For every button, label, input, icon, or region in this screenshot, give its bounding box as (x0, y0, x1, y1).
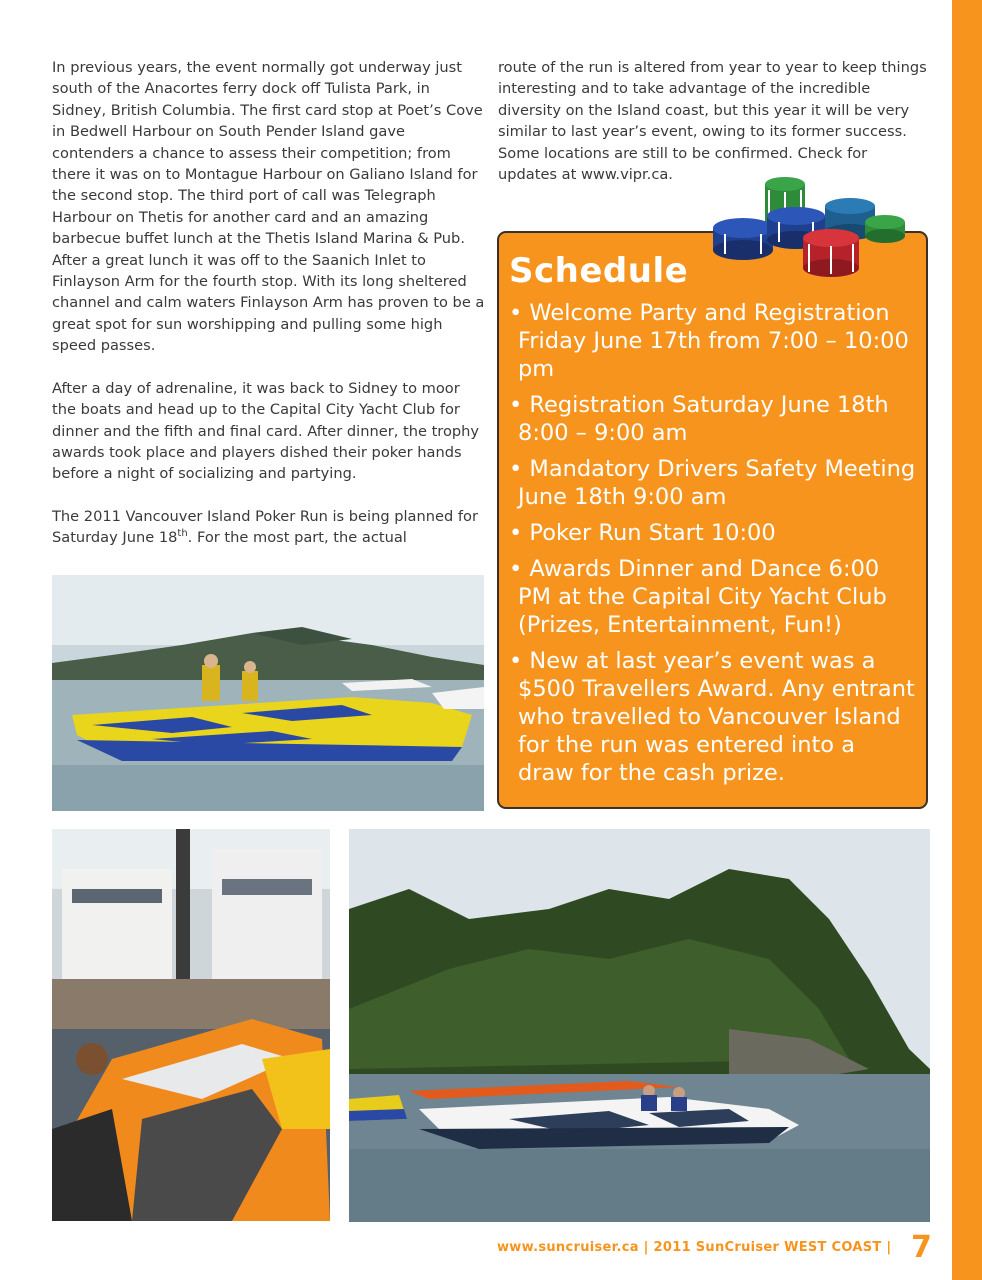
photo-yellow-powerboat (52, 575, 484, 811)
ordinal-suffix: th (177, 528, 188, 540)
schedule-item: • Registration Saturday June 18th 8:00 – 9:00 am (509, 392, 889, 446)
article-paragraph: In previous years, the event normally got underway just south of the Anacortes ferry dock off Tulista Park, in Sidney, British Columbia. The first card stop at Poet’s Cove in Bedwell Harbour on South Pender Island gave contenders a chance to assess their competition; from there it was on to Montague Harbour on Galiano Island for the second stop. The third port of call was Telegraph Harbour on Thetis for another card and an amazing barbecue buffet lunch at the Thetis Island Marina & Pub. After a great lunch it was off to the Saanich Inlet to Finlayson Arm for the fourth stop. With its long sheltered channel and calm waters Finlayson Arm has proven to be a great spot for sun worshipping and pulling some high speed passes. (52, 59, 485, 355)
orange-side-bar (952, 0, 982, 1280)
article-left-column (52, 57, 488, 570)
schedule-title: Schedule (509, 251, 689, 291)
schedule-item: • New at last year’s event was a $500 Travellers Award. Any entrant who travelled to Vancouver Island for the run was entered into a draw for the cash prize. (509, 648, 915, 786)
article-paragraph: route of the run is altered from year to year to keep things interesting and to take advantage of the incredible diversity on the Island coast, but this year it will be very similar to last year’s event, owing to its former success. Some locations are still to be confirmed. Check for updates at www.vipr.ca. (498, 59, 927, 184)
schedule-item: • Mandatory Drivers Safety Meeting June 18th 9:00 am (509, 456, 916, 510)
article-paragraph: After a day of adrenaline, it was back to Sidney to moor the boats and head up to the Capital City Yacht Club for dinner and the fifth and final card. After dinner, the trophy awards took place and players dished their poker hands before a night of socializing and partying. (52, 379, 480, 483)
photo-orange-boat-at-dock (52, 829, 330, 1221)
photo-white-boat-by-island (349, 829, 930, 1222)
footer-text: www.suncruiser.ca | 2011 SunCruiser WEST COAST | (497, 1240, 892, 1255)
red-chip-stack (803, 229, 859, 277)
schedule-item: • Poker Run Start 10:00 (509, 520, 776, 546)
page-number: 7 (911, 1230, 932, 1265)
schedule-item: • Welcome Party and Registration Friday June 17th from 7:00 – 10:00 pm (509, 300, 909, 382)
poker-chips-illustration (705, 176, 910, 286)
page-footer (497, 1230, 937, 1265)
planned-intro: The 2011 Vancouver Island Poker Run is being planned for Saturday June 18 (52, 507, 478, 547)
schedule-item: • Awards Dinner and Dance 6:00 PM at the Capital City Yacht Club (Prizes, Entertainment, Fun!) (509, 556, 887, 638)
article-paragraph-planned (52, 506, 488, 549)
schedule-list (509, 299, 917, 795)
schedule-box (497, 231, 928, 809)
planned-tail: . For the most part, the actual (187, 529, 407, 547)
